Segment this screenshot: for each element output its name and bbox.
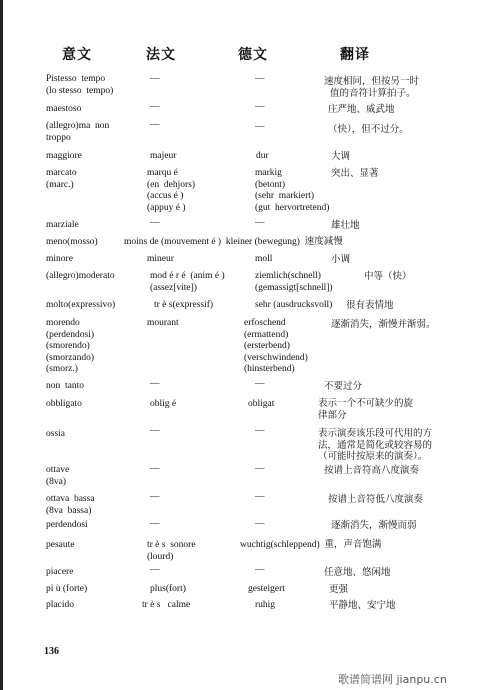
row-italian: maestoso: [46, 104, 82, 114]
row-translation: 雄壮地: [331, 220, 360, 231]
row-italian: placido: [46, 600, 74, 610]
row-german: —: [255, 492, 265, 502]
row-german: wuchtig(schleppend) 重，声音饱满: [240, 540, 382, 550]
row-translation: （快），但不过分。: [328, 124, 409, 135]
row-italian: piacere: [46, 567, 74, 577]
row-italian: morendo (perdendosi) (smorendo) (smorzando) (smorz.): [46, 318, 95, 374]
row-german: gesteigert: [248, 584, 285, 594]
row-italian: (allegro)ma non troppo: [46, 121, 110, 143]
row-italian: minore: [46, 254, 73, 264]
row-italian: maggiore: [46, 151, 82, 161]
row-french: moins de (mouvement é ) kleiner (bewegung) 速度减慢: [124, 237, 343, 247]
row-french: —: [150, 102, 160, 112]
row-translation: 任意地、悠闲地: [324, 567, 391, 578]
row-german: —: [255, 218, 265, 228]
row-german: —: [255, 464, 265, 474]
row-italian: obbligato: [46, 399, 82, 409]
row-translation: 小调: [331, 254, 351, 265]
row-translation: 大调: [331, 151, 351, 162]
row-german: dur: [256, 151, 269, 161]
row-translation: 更强: [329, 584, 349, 595]
row-french: —: [150, 74, 160, 84]
row-translation: 突出、显著: [331, 168, 379, 179]
row-french: marqu é (en dehjors) (accus é ) (appuy é ): [147, 168, 196, 213]
header-italian: 意文: [62, 47, 92, 63]
row-french: tr è s(expressif): [154, 300, 214, 310]
row-french: majeur: [150, 151, 177, 161]
row-french: mourant: [147, 318, 179, 328]
row-italian: (allegro)moderato: [46, 271, 115, 281]
row-italian: marziale: [46, 220, 79, 230]
header-german: 德文: [238, 47, 268, 63]
row-translation: 逐渐消失，渐慢并渐弱。: [331, 319, 436, 330]
row-italian: pesaute: [46, 540, 75, 550]
row-translation: 按谱上音符低八度演奏: [328, 494, 424, 505]
row-italian: non tanto: [46, 381, 84, 391]
row-french: —: [150, 519, 160, 529]
row-german: erfoschend (ermattend) (ersterbend) (verschwindend) (hinsterbend): [244, 318, 308, 374]
row-translation: 很有表情地: [346, 300, 394, 311]
row-translation: 速度相同，但按另一时 值的音符计算拍子。: [324, 76, 420, 99]
row-german: —: [255, 426, 265, 436]
row-german: —: [255, 519, 265, 529]
row-german: sehr (ausdrucksvoll): [255, 300, 333, 310]
row-german: —: [255, 565, 265, 575]
row-translation: 平静地、安宁地: [329, 600, 396, 611]
row-italian: ossia: [46, 429, 65, 439]
page-left-edge: [0, 0, 3, 690]
row-german: —: [255, 122, 265, 132]
row-french: tr è s calme: [142, 600, 191, 610]
watermark-text: 歌谱简谱网 jianpu.cn: [338, 673, 447, 686]
row-translation: 表示一个不可缺少的旋 律部分: [318, 398, 414, 421]
row-italian: pi ù (forte): [46, 584, 88, 594]
row-french: —: [150, 426, 160, 436]
row-german: ziemlich(schnell) (gemassigt[schnell]): [255, 271, 333, 293]
row-italian: meno(mosso): [46, 237, 98, 247]
row-german: ruhig: [255, 600, 276, 610]
row-german: —: [255, 379, 265, 389]
row-french: —: [150, 565, 160, 575]
row-translation: 表示演奏该乐段可代用的方 法，通常是简化或较容易的 （可能时按原来的演奏）。: [318, 428, 433, 462]
row-german: markig (betont) (sehr markiert) (gut hervortretend): [255, 168, 330, 213]
row-german: moll: [255, 254, 273, 264]
row-italian: ottave (8va): [46, 465, 70, 487]
row-french: —: [150, 218, 160, 228]
row-italian: molto(expressivo): [46, 300, 116, 310]
row-french: mod é r é (anim é ) (assez[vite]): [150, 271, 225, 293]
row-french: mineur: [147, 254, 174, 264]
row-translation: 逐渐消失，渐慢而弱: [331, 520, 417, 531]
row-french: —: [150, 120, 160, 130]
row-italian: Pistesso tempo (lo stesso tempo): [46, 74, 114, 96]
row-translation: 按谱上音符高八度演奏: [324, 465, 420, 476]
row-italian: perdendosi: [46, 520, 88, 530]
header-translation: 翻译: [340, 47, 370, 63]
row-french: tr è s sonore (lourd): [147, 540, 196, 562]
row-german: —: [255, 74, 265, 84]
row-french: oblig é: [150, 399, 177, 409]
row-italian: marcato (marc.): [46, 168, 77, 190]
row-italian: ottava bassa (8va bassa): [46, 494, 95, 516]
row-french: —: [150, 464, 160, 474]
row-french: —: [150, 379, 160, 389]
header-french: 法文: [146, 47, 176, 63]
row-french: plus(fort): [150, 584, 186, 594]
row-translation: 庄严地、威武地: [328, 104, 395, 115]
page-number: 136: [44, 646, 59, 657]
row-translation: 不要过分: [324, 381, 363, 392]
row-french: —: [150, 492, 160, 502]
row-translation: 中等（快）: [364, 271, 412, 282]
row-german: —: [255, 102, 265, 112]
row-german: obligat: [248, 399, 275, 409]
